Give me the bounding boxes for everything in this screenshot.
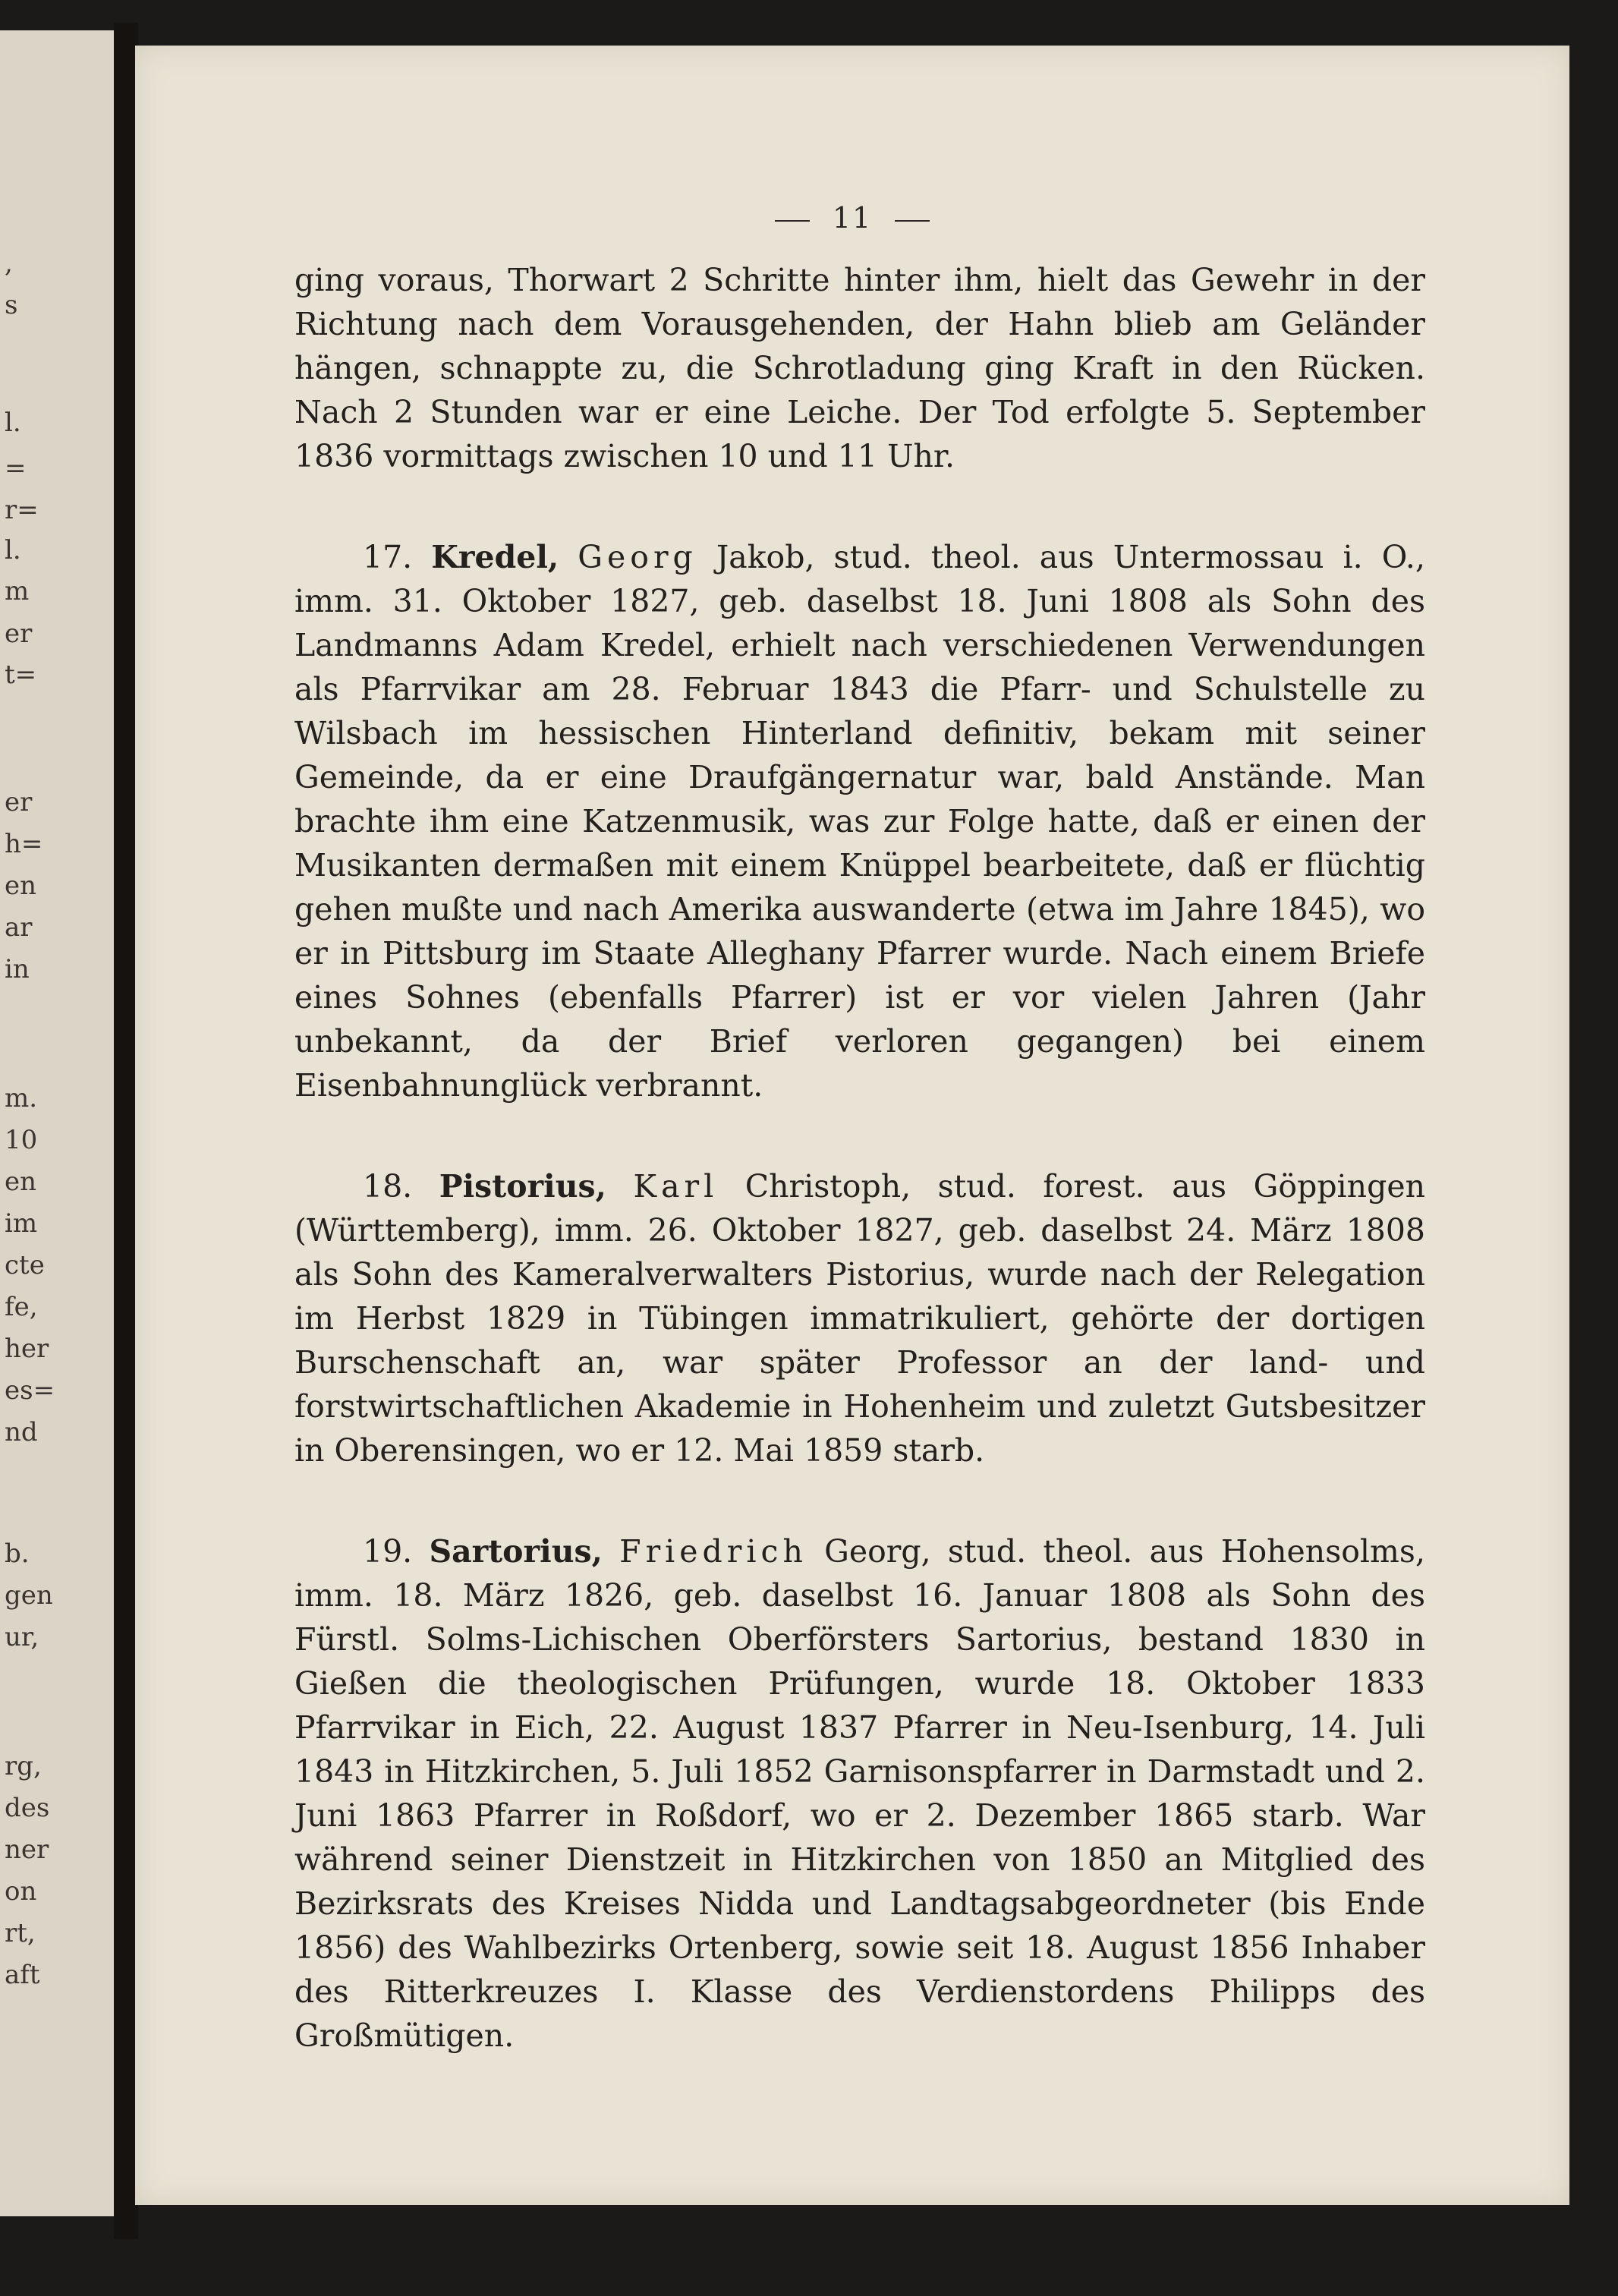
margin-fragment: 10 — [5, 1125, 38, 1155]
page-body — [294, 258, 1425, 2115]
margin-fragment: ner — [5, 1835, 49, 1865]
biography-entry-17 — [294, 535, 1425, 1107]
margin-fragment: aft — [5, 1960, 40, 1990]
entry-text: Jakob, stud. theol. aus Untermossau i. O., imm. 31. Oktober 1827, geb. daselbst 18. Juni 1808 als Sohn des Landmanns Adam Kredel, erhielt nach verschiedenen Verwendungen als Pfarrvikar am 28. Februar 1843 die Pfarr- und Schulstelle zu Wilsbach im hessischen Hinterland definitiv, bekam mit seiner Gemeinde, da er eine Draufgängernatur war, bald Anstände. Man brachte ihm eine Katzenmusik, was zur Folge hatte, daß er einen der Musikanten dermaßen mit einem Knüppel bearbeitete, daß er flüchtig gehen mußte und nach Amerika auswanderte (etwa im Jahre 1845), wo er in Pittsburg im Staate Alleghany Pfarrer wurde. Nach einem Briefe eines Sohnes (ebenfalls Pfarrer) ist er vor vielen Jahren (Jahr unbekannt, da der Brief verloren gegangen) bei einem Eisenbahnunglück verbrannt. — [294, 539, 1425, 1104]
margin-fragment: l. — [5, 408, 21, 438]
entry-surname: Pistorius, — [439, 1168, 606, 1205]
margin-fragment: im — [5, 1208, 38, 1239]
margin-fragment: ar — [5, 912, 33, 943]
entry-number: 18. — [363, 1168, 413, 1205]
margin-fragment: en — [5, 871, 37, 901]
margin-fragment: des — [5, 1793, 50, 1823]
entry-text: Georg, stud. theol. aus Hohensolms, imm. 18. März 1826, geb. daselbst 16. Januar 1808 als Sohn des Fürstl. Solms-Lichischen Oberförsters Sartorius, bestand 1830 in Gießen die theologischen Prüfungen, wurde 18. Oktober 1833 Pfarrvikar in Eich, 22. August 1837 Pfarrer in Neu-Isenburg, 14. Juli 1843 in Hitzkirchen, 5. Juli 1852 Garnisonspfarrer in Darmstadt und 2. Juni 1863 Pfarrer in Roßdorf, wo er 2. Dezember 1865 starb. War während seiner Dienstzeit in Hitzkirchen von 1850 an Mitglied des Bezirksrats des Kreises Nidda und Landtagsabgeordneter (bis Ende 1856) des Wahlbezirks Ortenberg, sowie seit 18. August 1856 Inhaber des Ritterkreuzes I. Klasse des Verdienstordens Philipps des Großmütigen. — [294, 1533, 1425, 2054]
entry-surname: Sartorius, — [429, 1533, 603, 1570]
margin-fragment: her — [5, 1334, 49, 1364]
margin-fragment: r= — [5, 495, 39, 525]
margin-fragment: , — [5, 248, 13, 279]
margin-fragment: es= — [5, 1375, 55, 1406]
dash-left — [775, 220, 810, 222]
margin-fragment: l. — [5, 535, 21, 565]
continued-paragraph: ging voraus, Thorwart 2 Schritte hinter ihm, hielt das Gewehr in der Richtung nach dem Vorausgehenden, der Hahn blieb am Geländer hängen, schnappte zu, die Schrotladung ging Kraft in den Rücken. Nach 2 Stunden war er eine Leiche. Der Tod erfolgte 5. September 1836 vormittags zwischen 10 und 11 Uhr. — [294, 262, 1425, 474]
biography-entry-19 — [294, 1529, 1425, 2058]
entry-number: 17. — [363, 539, 413, 575]
entry-given-name: Karl — [633, 1168, 719, 1205]
previous-page-edge — [0, 30, 116, 2216]
entry-given-name: Friedrich — [619, 1533, 807, 1570]
entry-number: 19. — [363, 1533, 413, 1570]
dash-right — [895, 220, 930, 222]
margin-fragment: m — [5, 576, 30, 606]
margin-fragment: b. — [5, 1539, 30, 1569]
biography-entry-18 — [294, 1164, 1425, 1472]
margin-fragment: er — [5, 787, 33, 817]
margin-fragment: = — [5, 453, 27, 483]
margin-fragment: in — [5, 954, 30, 984]
margin-fragment: h= — [5, 829, 43, 859]
margin-fragment: rg, — [5, 1751, 42, 1781]
margin-fragment: fe, — [5, 1292, 38, 1322]
margin-fragment: cte — [5, 1250, 45, 1280]
margin-fragment: nd — [5, 1417, 38, 1447]
entry-surname: Kredel, — [431, 539, 559, 575]
margin-fragment: m. — [5, 1083, 38, 1113]
page-number: 11 — [832, 201, 873, 235]
margin-fragment: t= — [5, 660, 37, 690]
margin-fragment: s — [5, 290, 18, 320]
entry-text: Christoph, stud. forest. aus Göppingen (Württemberg), imm. 26. Oktober 1827, geb. daselbst 24. März 1808 als Sohn des Kameralverwalters Pistorius, wurde nach der Relegation im Herbst 1829 in Tübingen immatrikuliert, gehörte der dortigen Burschenschaft an, war später Professor an der land- und forstwirtschaftlichen Akademie in Hohenheim und zuletzt Gutsbesitzer in Oberensingen, wo er 12. Mai 1859 starb. — [294, 1168, 1425, 1469]
margin-fragment: ur, — [5, 1622, 39, 1652]
margin-fragment: on — [5, 1876, 37, 1907]
margin-fragment: gen — [5, 1580, 53, 1611]
page-number-header — [135, 201, 1569, 235]
book-page — [135, 46, 1569, 2205]
entry-given-name: Georg — [578, 539, 697, 575]
margin-fragment: er — [5, 619, 33, 649]
margin-fragment: en — [5, 1167, 37, 1197]
margin-fragment: rt, — [5, 1918, 36, 1948]
